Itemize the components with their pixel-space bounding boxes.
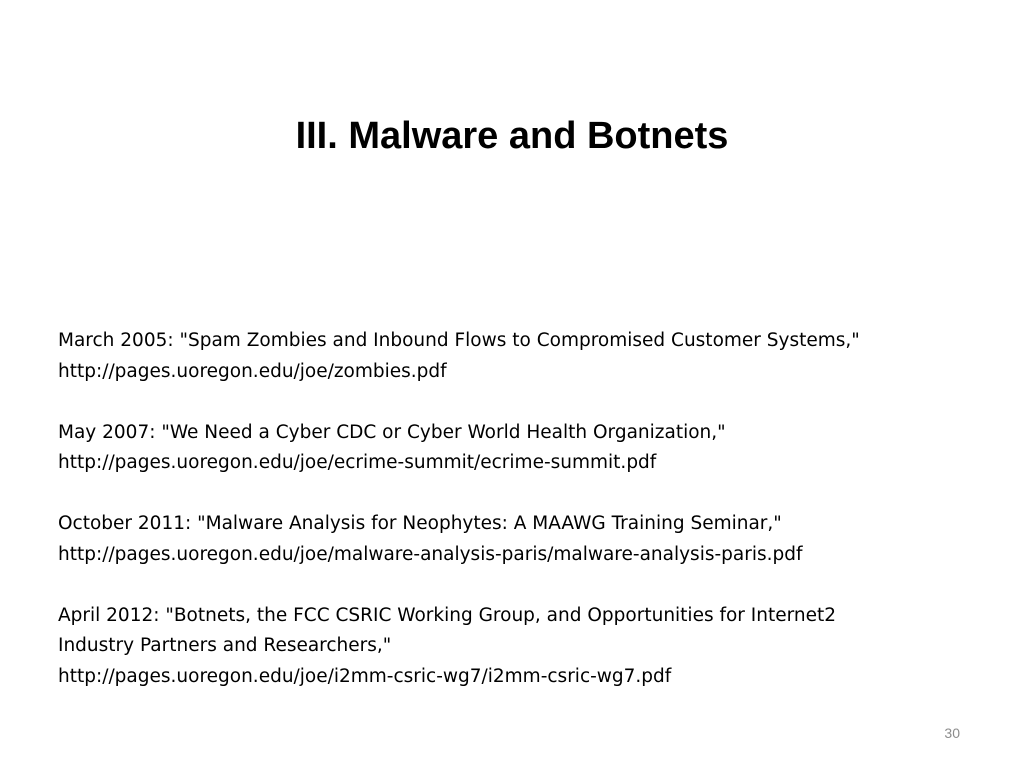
reference-item <box>58 601 998 693</box>
slide-number: 30 <box>944 725 960 741</box>
reference-url[interactable]: http://pages.uoregon.edu/joe/zombies.pdf <box>58 360 447 382</box>
reference-item <box>58 509 998 570</box>
reference-citation: October 2011: "Malware Analysis for Neophytes: A MAAWG Training Seminar," <box>58 513 782 534</box>
reference-citation-continued: Industry Partners and Researchers," <box>58 635 392 656</box>
reference-item <box>58 418 998 479</box>
reference-url[interactable]: http://pages.uoregon.edu/joe/malware-analysis-paris/malware-analysis-paris.pdf <box>58 543 803 565</box>
reference-citation: March 2005: "Spam Zombies and Inbound Flows to Compromised Customer Systems," <box>58 330 860 351</box>
reference-url[interactable]: http://pages.uoregon.edu/joe/ecrime-summit/ecrime-summit.pdf <box>58 452 657 473</box>
reference-url[interactable]: http://pages.uoregon.edu/joe/i2mm-csric-wg7/i2mm-csric-wg7.pdf <box>58 665 672 687</box>
reference-citation: April 2012: "Botnets, the FCC CSRIC Working Group, and Opportunities for Internet2 <box>58 604 837 626</box>
reference-citation: May 2007: "We Need a Cyber CDC or Cyber World Health Organization," <box>58 421 726 443</box>
reference-list <box>58 326 998 723</box>
reference-item <box>58 326 998 387</box>
slide-title: III. Malware and Botnets <box>295 115 729 157</box>
